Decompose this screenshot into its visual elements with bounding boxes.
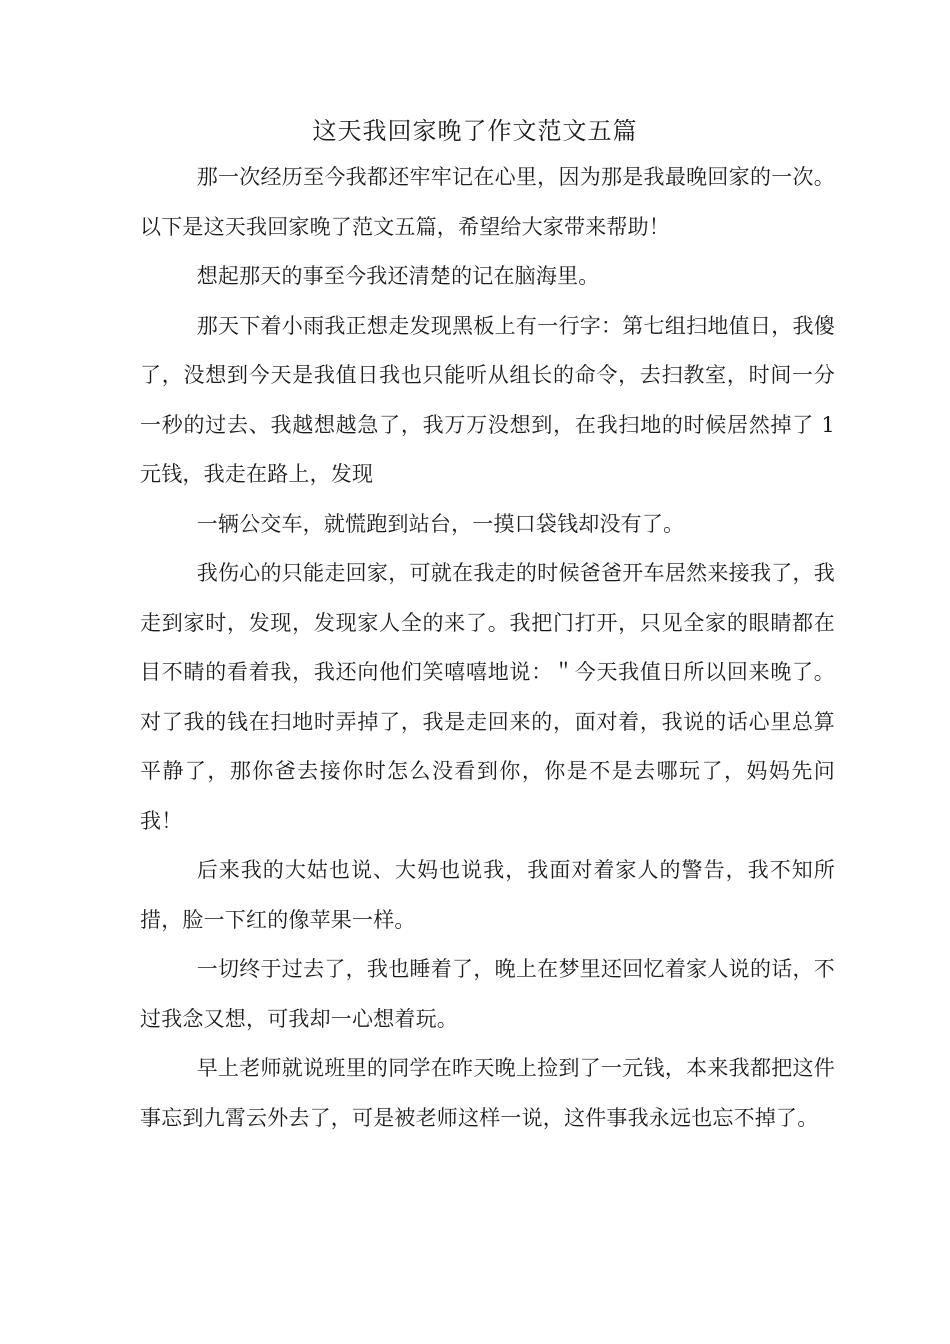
paragraph-4: 一辆公交车，就慌跑到站台，一摸口袋钱却没有了。 <box>196 511 685 536</box>
paragraph-5: 我伤心的只能走回家，可就在我走的时候爸爸开车居然来接我了，我走到家时，发现，发现家人全的来了。我把门打开，只见全家的眼睛都在目不睛的看着我，我还向他们笑嘻嘻地说：＂今天我值日所以回来晚了。对了我的钱在扫地时弄掉了，我是走回来的，面对着，我说的话心里总算平静了，那你爸去接你时怎么没看到你，你是不是去哪玩了，妈妈先问我！ <box>140 561 835 833</box>
paragraph-6: 后来我的大姑也说、大妈也说我，我面对着家人的警告，我不知所措，脸一下红的像苹果一样。 <box>140 858 835 932</box>
paragraph-8: 早上老师就说班里的同学在昨天晚上捡到了一元钱，本来我都把这件事忘到九霄云外去了，可是被老师这样一说，这件事我永远也忘不掉了。 <box>140 1056 835 1130</box>
document-body <box>140 153 835 1143</box>
paragraph-2: 想起那天的事至今我还清楚的记在脑海里。 <box>196 264 600 288</box>
paragraph-3: 那天下着小雨我正想走发现黑板上有一行字：第七组扫地值日，我傻了，没想到今天是我值日我也只能听从组长的命令，去扫教室，时间一分一秒的过去、我越想越急了，我万万没想到，在我扫地的时候居然掉了 1 元钱，我走在路上，发现 <box>140 313 835 486</box>
paragraph-7: 一切终于过去了，我也睡着了，晚上在梦里还回忆着家人说的话，不过我念又想，可我却一心想着玩。 <box>140 957 835 1031</box>
paragraph-1: 那一次经历至今我都还牢牢记在心里，因为那是我最晚回家的一次。以下是这天我回家晚了范文五篇，希望给大家带来帮助！ <box>140 165 835 239</box>
document-title: 这天我回家晚了作文范文五篇 <box>312 117 638 145</box>
